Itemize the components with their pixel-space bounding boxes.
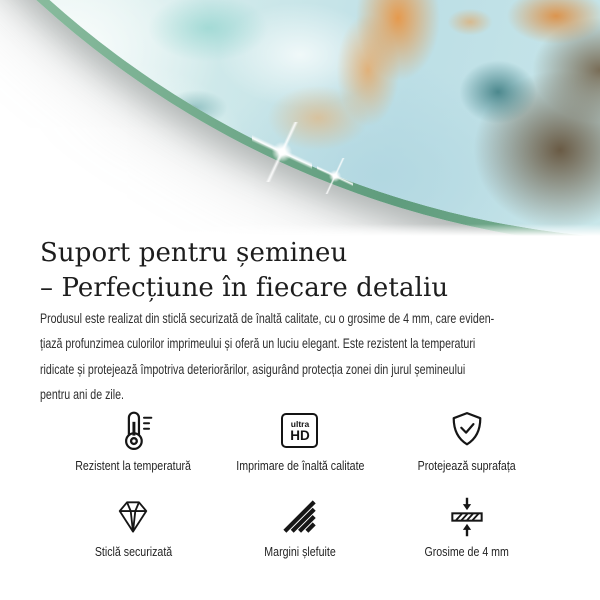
feature-item-heat-resistant — [50, 408, 217, 474]
shield-check-icon — [445, 408, 489, 454]
feature-grid — [50, 408, 550, 560]
feature-label: Imprimare de înaltă calitate — [235, 458, 365, 473]
feature-label: Margini șlefuite — [264, 544, 336, 559]
feature-item-tempered-glass — [50, 494, 217, 560]
feature-label: Protejează suprafața — [417, 458, 516, 473]
feature-label: Rezistent la temperatură — [75, 458, 192, 473]
feature-item-surface-protection — [383, 408, 550, 474]
round-glass-panel — [0, 0, 600, 236]
content-area — [0, 236, 600, 560]
feature-item-thickness — [383, 494, 550, 560]
hero-product-image — [0, 0, 600, 236]
title-line-2: – Perfecțiune în fiecare detaliu — [40, 273, 449, 303]
description-line: Produsul este realizat din sticlă securizată de înaltă calitate, cu o grosime de 4 mm, care eviden- — [40, 310, 495, 326]
hero-bottom-fade — [0, 224, 600, 236]
thermometer-icon — [111, 408, 155, 454]
diamond-icon — [111, 494, 155, 540]
feature-item-print-quality — [217, 408, 384, 474]
compressed-thickness-icon — [445, 494, 489, 540]
marble-print-surface — [0, 0, 600, 236]
ultra-hd-icon-text-top: ultra — [290, 418, 310, 429]
ultra-hd-icon — [281, 408, 318, 454]
description-line: pentru ani de zile. — [40, 386, 125, 403]
title-line-1: Suport pentru șemineu — [40, 238, 348, 268]
polished-edges-icon — [278, 494, 322, 540]
description-line: ridicate și protejează împotriva deteriorărilor, asigurând protecția zonei din jurul șemineului — [40, 360, 466, 377]
feature-label: Sticlă securizată — [94, 544, 173, 559]
product-description — [40, 306, 560, 408]
description-line: țiază profunzimea culorilor imprimeului și oferă un luciu elegant. Este rezistent la temperaturi — [40, 335, 476, 352]
feature-item-polished-edges — [217, 494, 384, 560]
feature-label: Grosime de 4 mm — [424, 544, 509, 559]
page-title — [40, 236, 560, 306]
ultra-hd-icon-text-bottom: HD — [290, 427, 310, 443]
